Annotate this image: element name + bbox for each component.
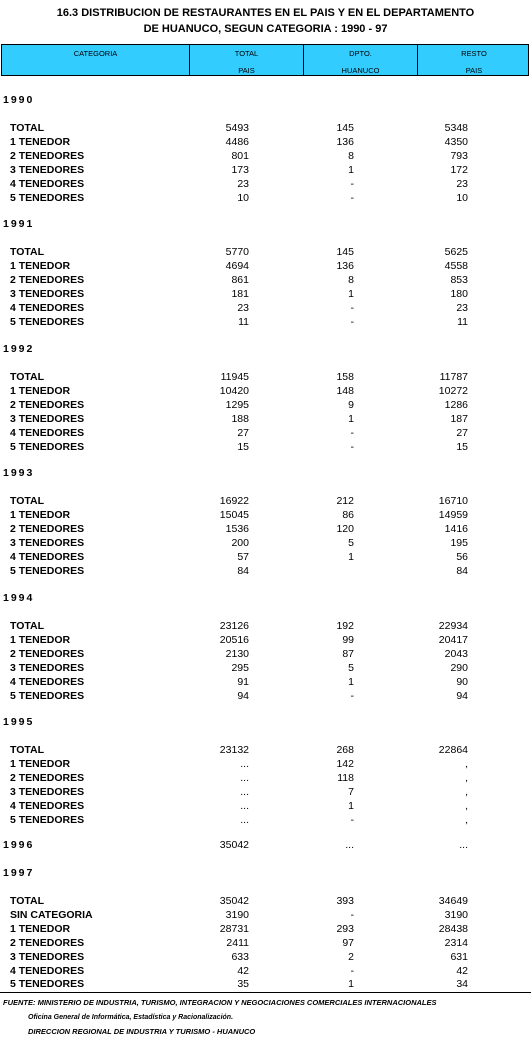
row-label: 4 TENEDORES (10, 302, 85, 314)
cell-resto-pais: 195 (450, 537, 468, 549)
cell-dpto-huanuco: 136 (336, 260, 354, 272)
cell-total-pais: 2411 (226, 937, 249, 949)
cell-total-pais: 3190 (225, 909, 249, 921)
cell-resto-pais: 42 (456, 965, 468, 977)
table-row (0, 384, 531, 398)
cell-dpto-huanuco: 120 (336, 523, 354, 535)
cell-dpto-huanuco: 212 (336, 495, 354, 507)
cell-total-pais: ... (240, 814, 249, 826)
cell-total-pais: 20516 (219, 634, 249, 646)
row-label: 4 TENEDORES (10, 427, 85, 439)
table-row (0, 922, 531, 936)
cell-total-pais: 42 (237, 965, 249, 977)
table-row (0, 301, 531, 315)
table-row (0, 936, 531, 950)
cell-total-pais: 200 (231, 537, 249, 549)
cell-dpto-huanuco: 97 (342, 937, 354, 949)
cell-resto-pais: 22934 (438, 620, 468, 632)
table-row (0, 675, 531, 689)
table-row (0, 757, 531, 771)
cell-resto-pais: , (465, 814, 468, 826)
cell-resto-pais: 20417 (438, 634, 468, 646)
cell-total-pais: 633 (231, 951, 249, 963)
row-label: TOTAL (10, 495, 45, 507)
cell-resto-pais: 793 (450, 150, 468, 162)
cell-dpto-huanuco: - (350, 192, 354, 204)
table-row (0, 273, 531, 287)
cell-resto-pais: 15 (456, 441, 468, 453)
cell-total-pais: 181 (231, 288, 249, 300)
row-label: 2 TENEDORES (10, 274, 85, 286)
cell-total-pais: 11945 (220, 371, 249, 383)
cell-dpto-huanuco: - (350, 302, 354, 314)
year-row (0, 591, 531, 605)
row-label: 1995 (3, 716, 35, 728)
row-label: 3 TENEDORES (10, 537, 85, 549)
cell-total-pais: 91 (237, 676, 249, 688)
cell-resto-pais: 4350 (444, 136, 468, 148)
table-row (0, 964, 531, 978)
cell-resto-pais: 2043 (444, 648, 468, 660)
footer-divider (0, 992, 531, 993)
cell-resto-pais: 16710 (438, 495, 468, 507)
row-label: 4 TENEDORES (10, 965, 85, 977)
table-row (0, 163, 531, 177)
year-row (0, 217, 531, 231)
cell-total-pais: 801 (231, 150, 249, 162)
row-label: 5 TENEDORES (10, 192, 85, 204)
cell-dpto-huanuco: - (350, 965, 354, 977)
row-label: 3 TENEDORES (10, 786, 85, 798)
table-row (0, 287, 531, 301)
cell-resto-pais: 23 (456, 302, 468, 314)
cell-total-pais: ... (240, 786, 249, 798)
table-row (0, 633, 531, 647)
cell-total-pais: 4486 (225, 136, 249, 148)
cell-resto-pais: 90 (456, 676, 468, 688)
table-row (0, 398, 531, 412)
cell-resto-pais: 4558 (444, 260, 468, 272)
row-label: 2 TENEDORES (10, 937, 85, 949)
row-label: 1 TENEDOR (10, 509, 71, 521)
cell-resto-pais: 3190 (444, 909, 468, 921)
cell-total-pais: 35042 (219, 839, 249, 851)
cell-total-pais: 5770 (225, 246, 249, 258)
cell-resto-pais: , (465, 786, 468, 798)
cell-resto-pais: 11787 (439, 371, 468, 383)
table-row (0, 647, 531, 661)
row-label: 1 TENEDOR (10, 260, 71, 272)
cell-total-pais: 11 (238, 316, 249, 328)
cell-total-pais: ... (240, 800, 249, 812)
cell-resto-pais: 290 (450, 662, 468, 674)
cell-dpto-huanuco: 118 (337, 772, 354, 784)
cell-resto-pais: 2314 (444, 937, 468, 949)
row-label: 3 TENEDORES (10, 288, 85, 300)
header-resto-pais: RESTO PAIS (461, 49, 487, 75)
table-row (0, 177, 531, 191)
cell-resto-pais: 14959 (438, 509, 468, 521)
header-dpto-huanuco: DPTO. HUANUCO (304, 45, 418, 75)
cell-dpto-huanuco: 393 (336, 895, 354, 907)
cell-dpto-huanuco: 268 (336, 744, 354, 756)
cell-dpto-huanuco: - (350, 427, 354, 439)
cell-total-pais: 27 (237, 427, 249, 439)
cell-total-pais: 295 (231, 662, 249, 674)
cell-dpto-huanuco: 142 (336, 758, 354, 770)
cell-total-pais: 28731 (219, 923, 249, 935)
cell-dpto-huanuco: 87 (342, 648, 354, 660)
row-label: 1994 (3, 592, 35, 604)
cell-total-pais: 861 (231, 274, 249, 286)
row-label: 1 TENEDOR (10, 136, 71, 148)
table-row (0, 661, 531, 675)
table-row (0, 813, 531, 827)
cell-resto-pais: , (465, 800, 468, 812)
header-categoria: CATEGORIA (2, 45, 190, 75)
title-line-2: DE HUANUCO, SEGUN CATEGORIA : 1990 - 97 (143, 23, 388, 35)
cell-dpto-huanuco: 2 (348, 951, 354, 963)
cell-dpto-huanuco: 1 (348, 676, 354, 688)
table-row (0, 536, 531, 550)
cell-total-pais: 15045 (219, 509, 249, 521)
cell-total-pais: 188 (231, 413, 249, 425)
cell-resto-pais: 28438 (438, 923, 468, 935)
row-label: 5 TENEDORES (10, 441, 85, 453)
cell-resto-pais: 187 (450, 413, 468, 425)
cell-total-pais: 23 (237, 302, 249, 314)
source-office: Oficina General de Informática, Estadística y Racionalización. (28, 1014, 234, 1021)
table-row (0, 135, 531, 149)
cell-dpto-huanuco: 5 (348, 537, 354, 549)
row-label: 3 TENEDORES (10, 951, 85, 963)
title-line-1: 16.3 DISTRIBUCION DE RESTAURANTES EN EL PAIS Y EN EL DEPARTAMENTO (56, 7, 475, 19)
row-label: 1996 (3, 839, 35, 851)
year-row (0, 93, 531, 107)
cell-total-pais: 35 (237, 978, 249, 990)
cell-total-pais: 10 (237, 192, 249, 204)
row-label: 4 TENEDORES (10, 800, 85, 812)
cell-dpto-huanuco: 1 (348, 978, 354, 990)
cell-dpto-huanuco: 145 (336, 246, 354, 258)
cell-resto-pais: , (465, 758, 468, 770)
cell-dpto-huanuco: 145 (336, 122, 354, 134)
cell-total-pais: 23 (237, 178, 249, 190)
cell-dpto-huanuco: ... (345, 839, 354, 851)
cell-dpto-huanuco: 9 (348, 399, 354, 411)
row-label: 2 TENEDORES (10, 150, 85, 162)
row-label: 3 TENEDORES (10, 164, 85, 176)
table-row (0, 689, 531, 703)
row-label: 5 TENEDORES (10, 690, 85, 702)
table-row (0, 440, 531, 454)
table-row (0, 259, 531, 273)
cell-resto-pais: 180 (450, 288, 468, 300)
row-label: 2 TENEDORES (10, 399, 85, 411)
cell-total-pais: 10420 (219, 385, 249, 397)
year-row (0, 838, 531, 852)
row-label: 1 TENEDOR (10, 385, 71, 397)
year-row (0, 715, 531, 729)
cell-total-pais: 23132 (219, 744, 249, 756)
cell-resto-pais: 11 (457, 316, 468, 328)
cell-resto-pais: 1416 (444, 523, 468, 535)
row-label: TOTAL (10, 371, 45, 383)
cell-resto-pais: 84 (456, 565, 468, 577)
cell-total-pais: 57 (237, 551, 249, 563)
table-row (0, 977, 531, 991)
cell-total-pais: 16922 (219, 495, 249, 507)
cell-dpto-huanuco: 1 (348, 413, 354, 425)
row-label: 5 TENEDORES (10, 814, 85, 826)
cell-total-pais: 84 (237, 565, 249, 577)
table-row (0, 315, 531, 329)
row-label: 1993 (3, 467, 35, 479)
row-label: 2 TENEDORES (10, 648, 85, 660)
year-row (0, 466, 531, 480)
row-label: 2 TENEDORES (10, 523, 85, 535)
table-row (0, 522, 531, 536)
cell-dpto-huanuco: - (350, 909, 354, 921)
table-row (0, 121, 531, 135)
cell-resto-pais: 10272 (438, 385, 468, 397)
cell-total-pais: ... (240, 758, 249, 770)
cell-dpto-huanuco: - (350, 690, 354, 702)
row-label: SIN CATEGORIA (10, 909, 93, 921)
cell-dpto-huanuco: - (350, 178, 354, 190)
cell-total-pais: 4694 (225, 260, 249, 272)
row-label: 5 TENEDORES (10, 978, 85, 990)
table-row (0, 508, 531, 522)
cell-dpto-huanuco: - (350, 316, 354, 328)
cell-total-pais: 1536 (225, 523, 249, 535)
cell-dpto-huanuco: 1 (348, 288, 354, 300)
cell-dpto-huanuco: 99 (342, 634, 354, 646)
row-label: TOTAL (10, 620, 45, 632)
cell-total-pais: 15 (237, 441, 249, 453)
source-direction: DIRECCION REGIONAL DE INDUSTRIA Y TURISMO - HUANUCO (28, 1027, 256, 1036)
cell-total-pais: 2130 (225, 648, 249, 660)
year-row (0, 342, 531, 356)
table-row (0, 412, 531, 426)
cell-resto-pais: , (465, 772, 468, 784)
cell-resto-pais: 94 (456, 690, 468, 702)
cell-dpto-huanuco: - (350, 441, 354, 453)
cell-resto-pais: 34 (456, 978, 468, 990)
header-total-pais: TOTAL PAIS (190, 45, 304, 75)
cell-resto-pais: 853 (450, 274, 468, 286)
cell-total-pais: 94 (237, 690, 249, 702)
cell-resto-pais: 5625 (444, 246, 468, 258)
cell-total-pais: ... (240, 772, 249, 784)
cell-resto-pais: 34649 (438, 895, 468, 907)
row-label: 1997 (3, 867, 35, 879)
table-row (0, 743, 531, 757)
table-row (0, 370, 531, 384)
cell-dpto-huanuco: 7 (348, 786, 354, 798)
table-row (0, 894, 531, 908)
row-label: 1990 (3, 94, 35, 106)
cell-dpto-huanuco: 86 (342, 509, 354, 521)
table-row (0, 950, 531, 964)
table-row (0, 426, 531, 440)
table-row (0, 785, 531, 799)
table-row (0, 771, 531, 785)
cell-total-pais: 5493 (225, 122, 249, 134)
table-row (0, 245, 531, 259)
cell-total-pais: 35042 (219, 895, 249, 907)
cell-dpto-huanuco: 8 (348, 274, 354, 286)
cell-resto-pais: 22864 (438, 744, 468, 756)
row-label: 5 TENEDORES (10, 316, 85, 328)
cell-dpto-huanuco: 8 (348, 150, 354, 162)
table-row (0, 149, 531, 163)
table-row (0, 619, 531, 633)
table-row (0, 908, 531, 922)
row-label: TOTAL (10, 246, 45, 258)
table-row (0, 564, 531, 578)
row-label: 1991 (3, 218, 35, 230)
row-label: 2 TENEDORES (10, 772, 85, 784)
row-label: 1 TENEDOR (10, 634, 71, 646)
row-label: 3 TENEDORES (10, 662, 85, 674)
cell-resto-pais: 10 (456, 192, 468, 204)
row-label: 1 TENEDOR (10, 758, 71, 770)
row-label: TOTAL (10, 744, 45, 756)
cell-dpto-huanuco: 158 (336, 371, 354, 383)
row-label: 1992 (3, 343, 35, 355)
cell-dpto-huanuco: - (350, 814, 354, 826)
table-row (0, 550, 531, 564)
cell-resto-pais: 56 (456, 551, 468, 563)
cell-dpto-huanuco: 293 (336, 923, 354, 935)
source-note: FUENTE: MINISTERIO DE INDUSTRIA, TURISMO, INTEGRACION Y NEGOCIACIONES COMERCIALES INTERNACIONALES (3, 998, 437, 1007)
row-label: 3 TENEDORES (10, 413, 85, 425)
cell-dpto-huanuco: 1 (348, 800, 354, 812)
cell-total-pais: 173 (231, 164, 249, 176)
row-label: 4 TENEDORES (10, 551, 85, 563)
row-label: 4 TENEDORES (10, 676, 85, 688)
cell-resto-pais: 631 (450, 951, 468, 963)
row-label: TOTAL (10, 895, 45, 907)
table-row (0, 191, 531, 205)
row-label: TOTAL (10, 122, 45, 134)
cell-dpto-huanuco: 148 (336, 385, 354, 397)
row-label: 4 TENEDORES (10, 178, 85, 190)
cell-dpto-huanuco: 1 (348, 551, 354, 563)
cell-dpto-huanuco: 5 (348, 662, 354, 674)
table-row (0, 799, 531, 813)
cell-dpto-huanuco: 192 (336, 620, 354, 632)
cell-dpto-huanuco: 1 (348, 164, 354, 176)
cell-resto-pais: 5348 (444, 122, 468, 134)
cell-total-pais: 1295 (225, 399, 249, 411)
cell-resto-pais: 172 (450, 164, 468, 176)
row-label: 5 TENEDORES (10, 565, 85, 577)
cell-dpto-huanuco: 136 (336, 136, 354, 148)
cell-resto-pais: 23 (456, 178, 468, 190)
cell-resto-pais: 27 (456, 427, 468, 439)
cell-resto-pais: 1286 (444, 399, 468, 411)
row-label: 1 TENEDOR (10, 923, 71, 935)
table-row (0, 494, 531, 508)
cell-resto-pais: ... (459, 839, 468, 851)
cell-total-pais: 23126 (219, 620, 249, 632)
year-row (0, 866, 531, 880)
